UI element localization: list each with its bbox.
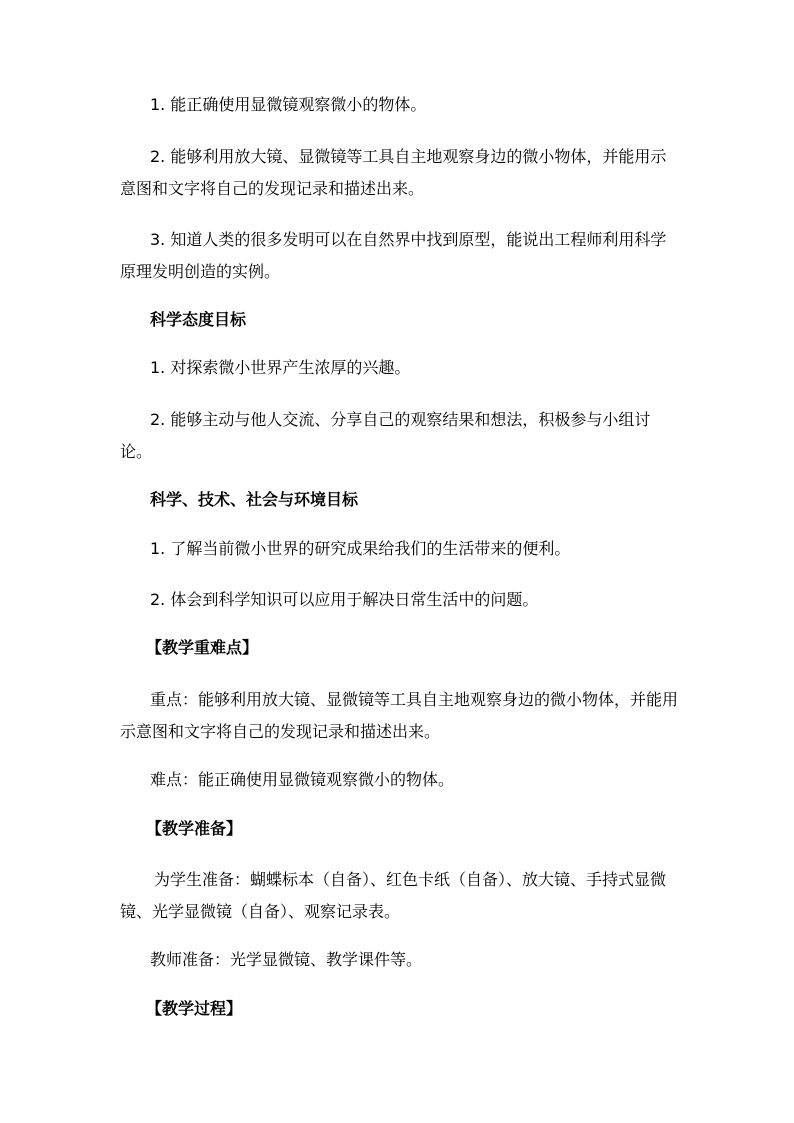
heading-preparation: 【教学准备】 [146,819,243,838]
heading-science-attitude: 科学态度目标 [150,310,247,329]
objective-1: 1. 能正确使用显微镜观察微小的物体。 [150,95,427,114]
heading-process: 【教学过程】 [146,999,243,1018]
student-preparation: 为学生准备：蝴蝶标本（自备）、红色卡纸（自备）、放大镜、手持式显微镜、光学显微镜（自备）、观察记录表。 [120,870,667,921]
objective-2: 2. 能够利用放大镜、显微镜等工具自主地观察身边的微小物体，并能用示意图和文字将自己的发现记录和描述出来。 [120,147,667,198]
stse-1: 1. 了解当前微小世界的研究成果给我们的生活带来的便利。 [150,539,571,558]
key-point: 重点：能够利用放大镜、显微镜等工具自主地观察身边的微小物体，并能用示意图和文字将自己的发现记录和描述出来。 [120,690,679,741]
teacher-preparation: 教师准备：光学显微镜、教学课件等。 [150,950,423,969]
difficult-point: 难点：能正确使用显微镜观察微小的物体。 [150,770,455,789]
attitude-1: 1. 对探索微小世界产生浓厚的兴趣。 [150,358,411,377]
objective-3: 3. 知道人类的很多发明可以在自然界中找到原型，能说出工程师利用科学原理发明创造的实例。 [120,230,667,281]
heading-stse: 科学、技术、社会与环境目标 [150,490,359,509]
attitude-2: 2. 能够主动与他人交流、分享自己的观察结果和想法，积极参与小组讨论。 [120,410,651,461]
stse-2: 2. 体会到科学知识可以应用于解决日常生活中的问题。 [150,590,539,609]
heading-key-difficult-points: 【教学重难点】 [146,638,259,657]
